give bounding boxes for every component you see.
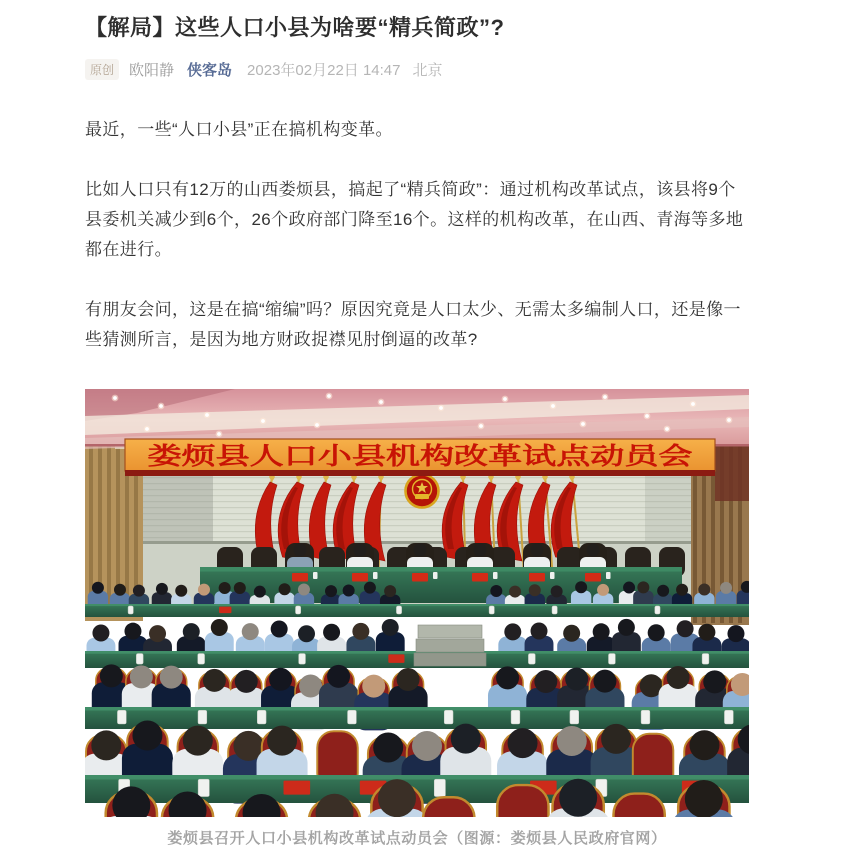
article-photo-figure	[85, 389, 749, 817]
banner	[125, 439, 715, 476]
audience-area	[85, 581, 749, 817]
original-badge: 原创	[85, 59, 119, 80]
author-name: 欧阳静	[129, 61, 175, 79]
meeting-photo	[85, 389, 749, 817]
article-title: 【解局】这些人口小县为啥要“精兵简政”?	[85, 15, 505, 40]
paragraph-2: 比如人口只有12万的山西娄烦县，搞起了“精兵简政”：通过机构改革试点，该县将9个县委机关减少到6个，26个政府部门降至16个。这样的机构改革，在山西、青海等多地都在进行。	[85, 179, 744, 259]
head-table-area	[200, 543, 685, 603]
account-link[interactable]: 侠客岛	[187, 61, 233, 79]
photo-caption: 娄烦县召开人口小县机构改革试点动员会（图源：娄烦县人民政府官网）	[167, 829, 667, 847]
publish-date: 2023年02月22日 14:47	[247, 61, 401, 79]
publish-location: 北京	[412, 61, 443, 79]
paragraph-1: 最近，一些“人口小县”正在搞机构变革。	[85, 119, 393, 139]
byline	[85, 59, 749, 80]
national-emblem-icon	[406, 474, 439, 507]
paragraph-3: 有朋友会问，这是在搞“缩编”吗？原因究竟是人口太少、无需太多编制人口，还是像一些猜测所言，是因为地方财政捉襟见肘倒逼的改革?	[85, 299, 741, 349]
photo-banner-text: 娄烦县人口小县机构改革试点动员会	[147, 442, 532, 470]
